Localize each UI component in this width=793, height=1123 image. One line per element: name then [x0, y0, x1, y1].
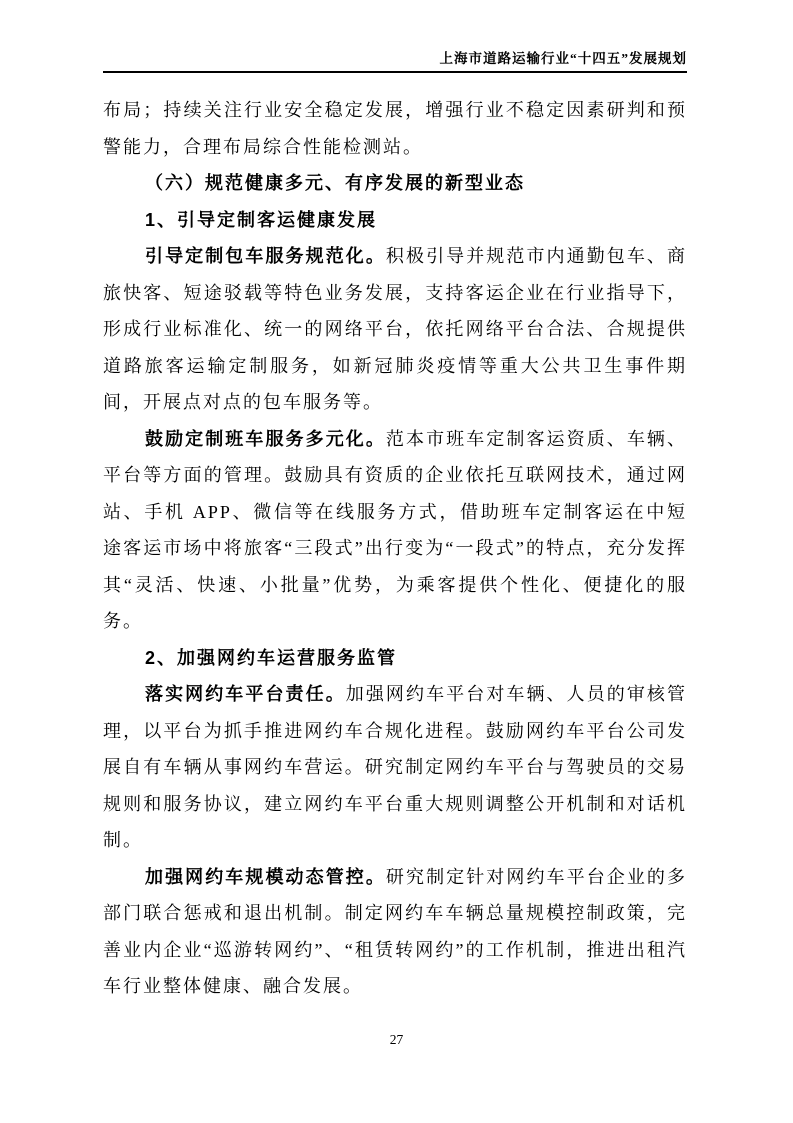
page-number: 27 [389, 1032, 404, 1047]
paragraph-lead: 鼓励定制班车服务多元化。 [145, 428, 386, 449]
paragraph [103, 238, 687, 421]
section-heading: （六）规范健康多元、有序发展的新型业态 [145, 173, 525, 193]
subsection-heading-1: 1、引导定制客运健康发展 [145, 209, 378, 230]
paragraph-text: 研究制定针对网约车平台企业的多部门联合惩戒和退出机制。制定网约车车辆总量规模控制政策，完善业内企业“巡游转网约”、“租赁转网约”的工作机制，推进出租汽车行业整体健康、融合发展。 [103, 866, 687, 996]
paragraph-text: 积极引导并规范市内通勤包车、商旅快客、短途驳载等特色业务发展，支持客运企业在行业指导下，形成行业标准化、统一的网络平台，依托网络平台合法、合规提供道路旅客运输定制服务，如新冠肺炎疫情等重大公共卫生事件期间，开展点对点的包车服务等。 [103, 246, 687, 412]
header-title: 上海市道路运输行业“十四五”发展规划 [439, 51, 687, 66]
paragraph [103, 421, 687, 640]
paragraph-lead: 加强网约车规模动态管控。 [145, 866, 386, 887]
page-footer [0, 1032, 793, 1048]
paragraph-lead: 引导定制包车服务规范化。 [145, 246, 386, 266]
paragraph-text: 范本市班车定制客运资质、车辆、平台等方面的管理。鼓励具有资质的企业依托互联网技术，通过网站、手机 APP、微信等在线服务方式，借助班车定制客运在中短途客运市场中将旅客“三段式”出行变为“一段式”的特点，充分发挥其“灵活、快速、小批量”优势，为乘客提供个性化、便捷化的服务。 [103, 428, 687, 631]
document-body [103, 92, 687, 1005]
paragraph-continuation [103, 92, 687, 165]
header-rule [103, 71, 687, 73]
paragraph [103, 859, 687, 1005]
subsection-heading-2: 2、加强网约车运营服务监管 [145, 647, 398, 668]
paragraph-text: 布局；持续关注行业安全稳定发展，增强行业不稳定因素研判和预警能力，合理布局综合性能检测站。 [103, 100, 687, 157]
paragraph [103, 676, 687, 859]
paragraph-text: 加强网约车平台对车辆、人员的审核管理，以平台为抓手推进网约车合规化进程。鼓励网约车平台公司发展自有车辆从事网约车营运。研究制定网约车平台与驾驶员的交易规则和服务协议，建立网约车平台重大规则调整公开机制和对话机制。 [103, 684, 688, 850]
paragraph-lead: 落实网约车平台责任。 [145, 684, 346, 704]
